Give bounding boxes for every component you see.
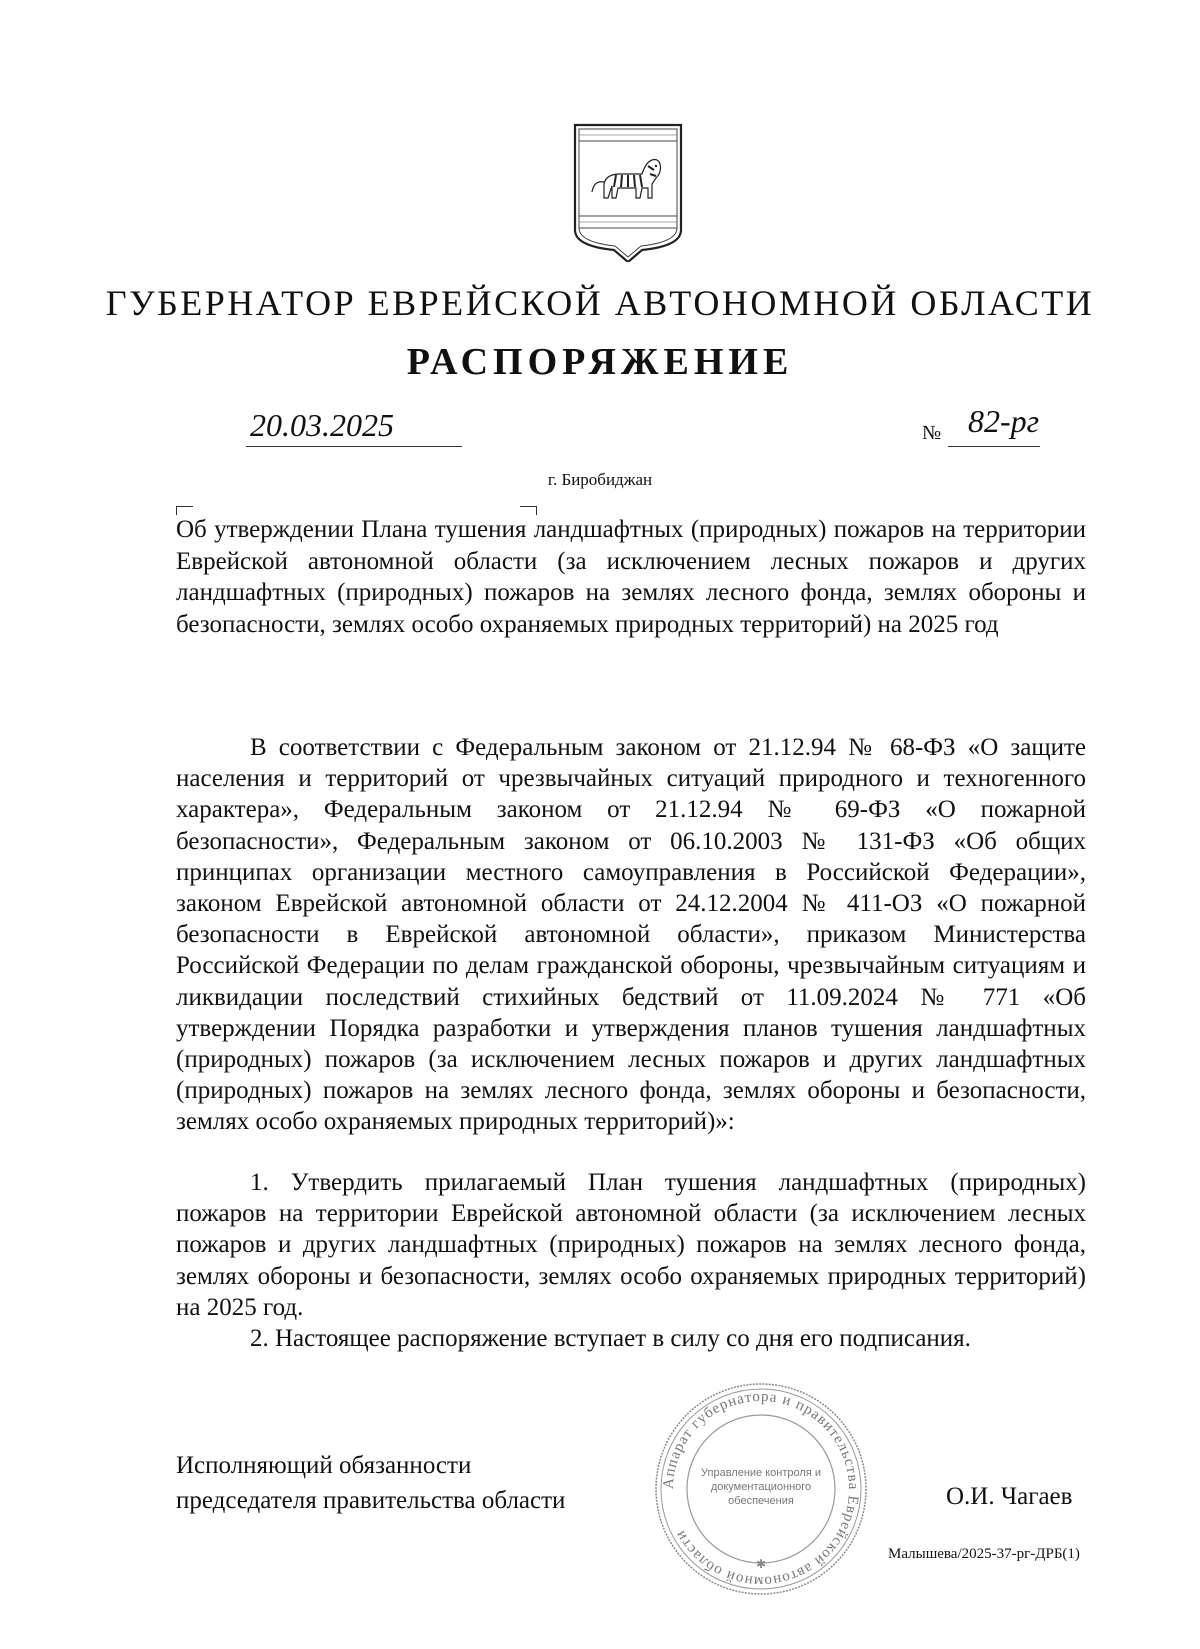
signatory-name: О.И. Чагаев <box>946 1483 1073 1510</box>
signatory-position-line1: Исполняющий обязанности <box>176 1452 472 1479</box>
item-1-paragraph: 1. Утвердить прилагаемый План тушения ландшафтных (природных) пожаров на территории Еврейской автономной области (за исключением лесных пожаров и других ландшафтных (природных) пожаров на землях лесного фонда, землях обороны и безопасности, землях особо охраняемых природных территорий) на 2025 год. <box>176 1169 1086 1321</box>
document-reference: Малышева/2025-37-рг-ДРБ(1) <box>888 1546 1080 1562</box>
date-underline <box>246 446 462 447</box>
document-title: Об утверждении Плана тушения ландшафтных (природных) пожаров на территории Еврейской автономной области (за исключением лесных пожаров и других ландшафтных (природных) пожаров на землях лесного фонда, землях обороны и безопасности, землях особо охраняемых природных территорий) на 2025 год <box>176 516 1086 638</box>
item-2-paragraph: 2. Настоящее распоряжение вступает в силу со дня его подписания. <box>250 1325 971 1352</box>
number-label: № <box>922 422 942 444</box>
preamble-paragraph: В соответствии с Федеральным законом от 21.12.94 № 68-ФЗ «О защите населения и территорий от чрезвычайных ситуаций природного и техногенного характера», Федеральным законом от 21.12.94 № 69-ФЗ «О пожарной безопасности», Федеральным законом от 06.10.2003 № 131-ФЗ «Об общих принципах организации местного самоуправления в Российской Федерации», законом Еврейской автономной области от 24.12.2004 № 411-ОЗ «О пожарной безопасности в Еврейской автономной области», приказом Министерства Российской Федерации по делам гражданской обороны, чрезвычайным ситуациям и ликвидации последствий стихийных бедствий от 11.09.2024 № 771 «Об утверждении Порядка разработки и утверждения планов тушения ландшафтных (природных) пожаров (за исключением лесных пожаров и других ландшафтных (природных) пожаров на землях лесного фонда, землях обороны и безопасности, землях особо охраняемых природных территорий)»: <box>176 734 1086 1136</box>
stamp-inner-line3: обеспечения <box>728 1495 794 1507</box>
coat-of-arms-tiger-icon <box>572 122 684 262</box>
signatory-position-line2: председателя правительства области <box>176 1487 566 1514</box>
official-stamp-seal <box>652 1380 870 1598</box>
document-type: РАСПОРЯЖЕНИЕ <box>406 341 794 383</box>
document-number: 82-рг <box>968 403 1040 439</box>
authority-title: ГУБЕРНАТОР ЕВРЕЙСКОЙ АВТОНОМНОЙ ОБЛАСТИ <box>105 283 1095 323</box>
stamp-inner-line2: документационного <box>710 1481 812 1493</box>
document-date: 20.03.2025 <box>250 407 394 443</box>
stamp-outer-text: Аппарат губернатора и правительства Еврейской автономной области <box>660 1388 862 1590</box>
svg-text:✱: ✱ <box>755 1557 767 1571</box>
city: г. Биробиджан <box>547 470 653 489</box>
number-underline <box>948 446 1040 447</box>
stamp-inner-line1: Управление контроля и <box>701 1467 821 1479</box>
signatory-position <box>176 1448 565 1518</box>
